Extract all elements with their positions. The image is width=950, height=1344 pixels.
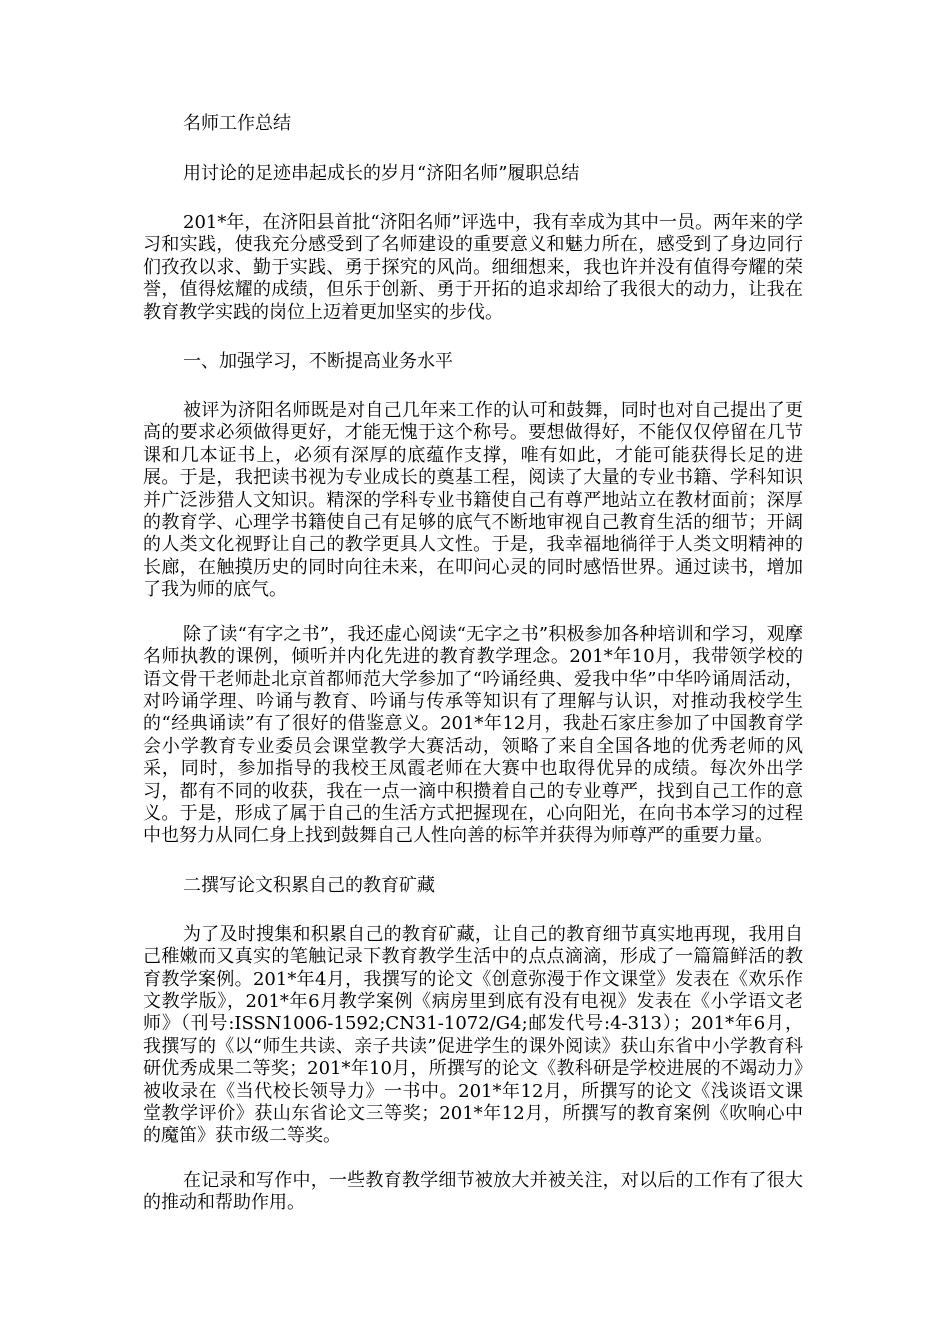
spacer xyxy=(143,602,803,624)
section-heading-2: 二撰写论文积累自己的教育矿藏 xyxy=(183,874,435,896)
section1-paragraph-1: 被评为济阳名师既是对自己几年来工作的认可和鼓舞，同时也对自己提出了更高的要求必须做得更好，才能无愧于这个称号。要想做得好，不能仅仅停留在几节课和几本证书上，必须有深厚的底蕴作支撑，唯有如此，才能可能获得长足的进展。于是，我把读书视为专业成长的奠基工程，阅读了大量的专业书籍、学科知识并广泛涉猎人文知识。精深的学科专业书籍使自己有尊严地站立在教材面前；深厚的教育学、心理学书籍使自己有足够的底气不断地审视自己教育生活的细节；开阔的人类文化视野让自己的教学更具人文性。于是，我幸福地徜徉于人类文明精神的长廊，在触摸历史的同时向往未来，在叩问心灵的同时感悟世界。通过读书，增加了我为师的底气。 xyxy=(143,400,803,601)
document-page xyxy=(143,112,803,1215)
section-heading-1: 一、加强学习，不断提高业务水平 xyxy=(183,351,453,373)
spacer xyxy=(143,136,803,162)
spacer xyxy=(143,324,803,350)
spacer xyxy=(143,186,803,212)
section2-paragraph-1: 为了及时搜集和积累自己的教育矿藏，让自己的教育细节真实地再现，我用自己稚嫩而又真实的笔触记录下教育教学生活中的点点滴滴，形成了一篇篇鲜活的教育教学案例。201*年4月，我撰写的论文《创意弥漫于作文课堂》发表在《欢乐作文教学版》，201*年6月教学案例《病房里到底有没有电视》发表在《小学语文老师》（刊号:ISSN1006-1592;CN31-1072/G4;邮发代号:4-313）；201*年6月，我撰写的《以“师生共读、亲子共读”促进学生的课外阅读》获山东省中小学教育科研优秀成果二等奖；201*年10月，所撰写的论文《教科研是学校进展的不竭动力》被收录在《当代校长领导力》一书中。201*年12月，所撰写的论文《浅谈语文课堂教学评价》获山东省论文三等奖；201*年12月，所撰写的教育案例《吹响心中的魔笛》获市级二等奖。 xyxy=(143,923,803,1147)
spacer xyxy=(143,374,803,400)
spacer xyxy=(143,898,803,924)
spacer xyxy=(143,848,803,874)
intro-paragraph: 201*年，在济阳县首批“济阳名师”评选中，我有幸成为其中一员。两年来的学习和实践，使我充分感受到了名师建设的重要意义和魅力所在，感受到了身边同行们孜孜以求、勤于实践、勇于探究的风尚。细细想来，我也许并没有值得夸耀的荣誉，值得炫耀的成绩，但乐于创新、勇于开拓的追求却给了我很大的动力，让我在教育教学实践的岗位上迈着更加坚实的步伐。 xyxy=(143,212,803,323)
spacer xyxy=(143,1148,803,1170)
section2-paragraph-2: 在记录和写作中，一些教育教学细节被放大并被关注，对以后的工作有了很大的推动和帮助作用。 xyxy=(143,1169,803,1214)
section1-paragraph-2: 除了读“有字之书”，我还虚心阅读“无字之书”积极参加各种培训和学习，观摩名师执教的课例，倾听并内化先进的教育教学理念。201*年10月，我带领学校的语文骨干老师赴北京首都师范大学参加了“吟诵经典、爱我中华”中华吟诵周活动，对吟诵学理、吟诵与教育、吟诵与传承等知识有了理解与认识，对推动我校学生的“经典诵读”有了很好的借鉴意义。201*年12月，我赴石家庄参加了中国教育学会小学教育专业委员会课堂教学大赛活动，领略了来自全国各地的优秀老师的风采，同时，参加指导的我校王凤霞老师在大赛中也取得优异的成绩。每次外出学习，都有不同的收获，我在一点一滴中积攒着自己的专业尊严，找到自己工作的意义。于是，形成了属于自己的生活方式把握现在，心向阳光，在向书本学习的过程中也努力从同仁身上找到鼓舞自己人性向善的标竿并获得为师尊严的重要力量。 xyxy=(143,623,803,847)
document-title: 名师工作总结 xyxy=(183,113,291,134)
document-subtitle: 用讨论的足迹串起成长的岁月“济阳名师”履职总结 xyxy=(183,163,580,184)
